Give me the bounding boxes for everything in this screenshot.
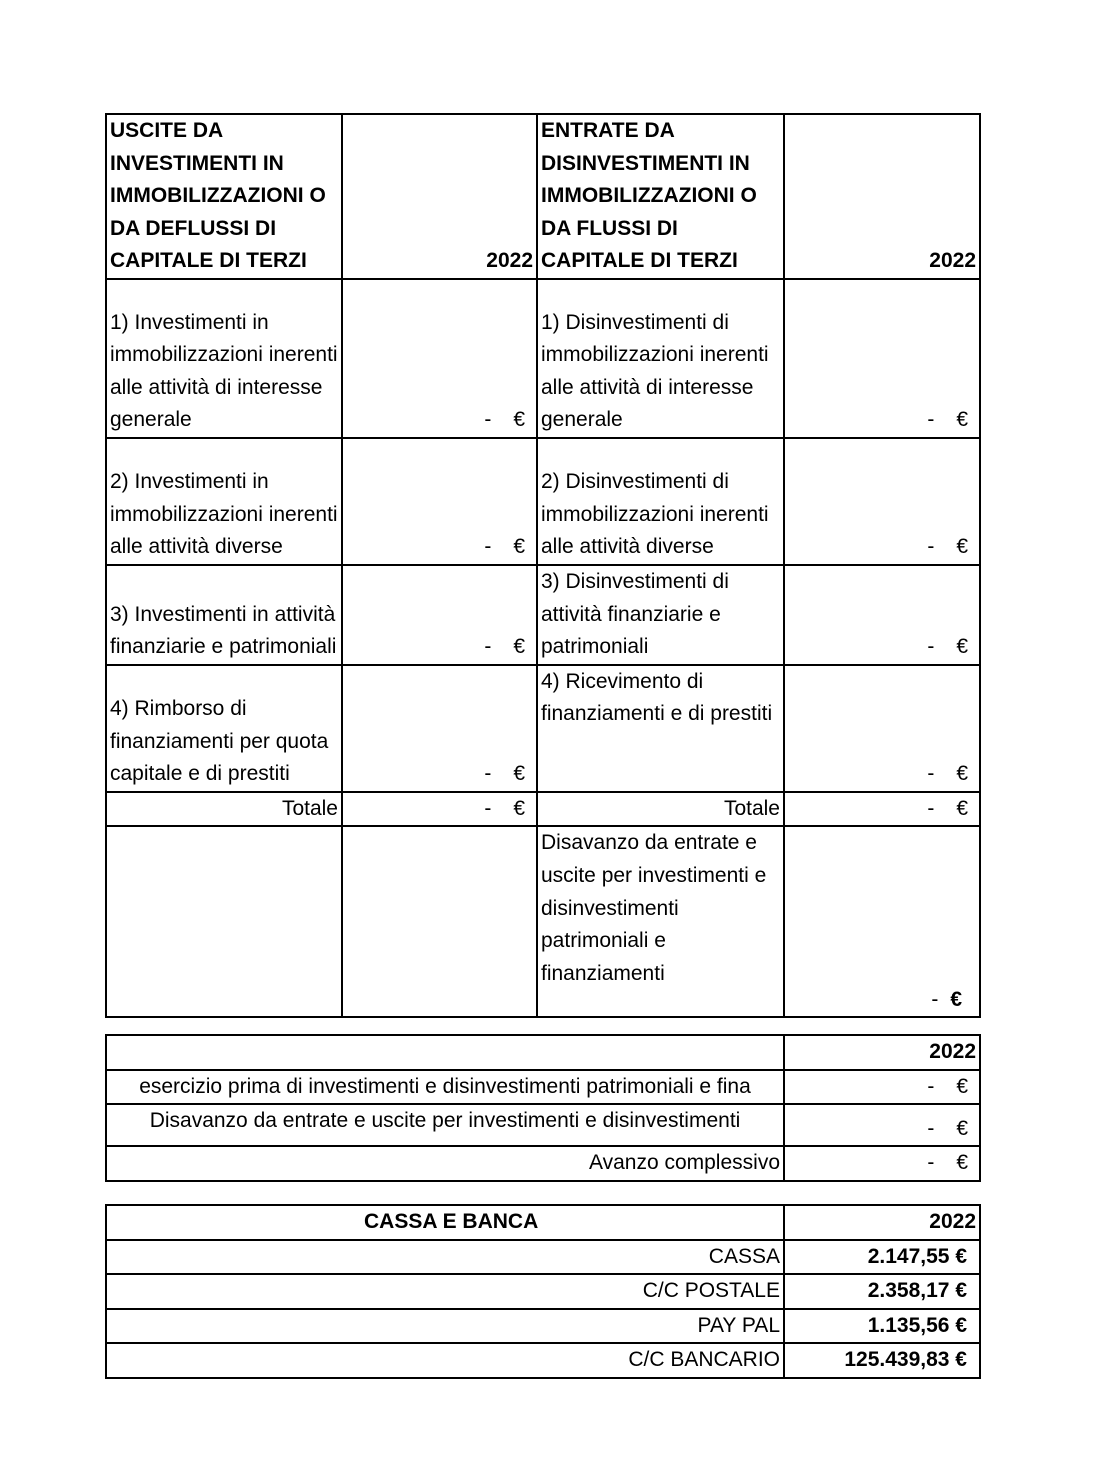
cash-label-3: PAY PAL bbox=[106, 1309, 784, 1344]
cash-row-3 bbox=[106, 1309, 980, 1344]
cash-label-4: C/C BANCARIO bbox=[106, 1343, 784, 1378]
summary-label-3: Avanzo complessivo bbox=[106, 1146, 784, 1181]
empty-cell-left bbox=[106, 826, 342, 1017]
investments-row-2 bbox=[106, 438, 980, 565]
summary-header-row bbox=[106, 1035, 980, 1070]
summary-row-3 bbox=[106, 1146, 980, 1181]
inflow-total-label: Totale bbox=[537, 792, 784, 827]
summary-header-empty bbox=[106, 1035, 784, 1070]
cash-row-4 bbox=[106, 1343, 980, 1378]
outflows-year: 2022 bbox=[342, 114, 537, 279]
summary-value-3: - € bbox=[784, 1146, 980, 1181]
cash-title: CASSA E BANCA bbox=[106, 1205, 784, 1240]
outflow-value-3: - € bbox=[342, 565, 537, 665]
inflows-year: 2022 bbox=[784, 114, 980, 279]
outflow-total-value: - € bbox=[342, 792, 537, 827]
inflow-label-2: 2) Disinvestimenti di immobilizzazioni inerenti alle attività diverse bbox=[537, 438, 784, 565]
summary-row-1 bbox=[106, 1070, 980, 1105]
cash-row-2 bbox=[106, 1274, 980, 1309]
outflows-header: USCITE DA INVESTIMENTI IN IMMOBILIZZAZIONI O DA DEFLUSSI DI CAPITALE DI TERZI bbox=[106, 114, 342, 279]
cash-header-row bbox=[106, 1205, 980, 1240]
summary-table bbox=[105, 1034, 981, 1182]
summary-row-2 bbox=[106, 1104, 980, 1146]
disavanzo-value: - € bbox=[784, 826, 980, 1017]
disavanzo-label: Disavanzo da entrate e uscite per investimenti e disinvestimenti patrimoniali e finanziamenti bbox=[537, 826, 784, 1017]
outflow-total-label: Totale bbox=[106, 792, 342, 827]
inflow-label-1: 1) Disinvestimenti di immobilizzazioni inerenti alle attività di interesse generale bbox=[537, 279, 784, 438]
cash-value-3: 1.135,56 € bbox=[784, 1309, 980, 1344]
cash-value-1: 2.147,55 € bbox=[784, 1240, 980, 1275]
investments-row-4 bbox=[106, 665, 980, 792]
inflows-header: ENTRATE DA DISINVESTIMENTI IN IMMOBILIZZAZIONI O DA FLUSSI DI CAPITALE DI TERZI bbox=[537, 114, 784, 279]
summary-label-1: esercizio prima di investimenti e disinvestimenti patrimoniali e fina bbox=[106, 1070, 784, 1105]
outflow-label-3: 3) Investimenti in attività finanziarie e patrimoniali bbox=[106, 565, 342, 665]
inflow-total-value: - € bbox=[784, 792, 980, 827]
cash-value-4: 125.439,83 € bbox=[784, 1343, 980, 1378]
investments-row-3 bbox=[106, 565, 980, 665]
outflow-label-4: 4) Rimborso di finanziamenti per quota capitale e di prestiti bbox=[106, 665, 342, 792]
summary-value-1: - € bbox=[784, 1070, 980, 1105]
investments-disavanzo-row bbox=[106, 826, 980, 1017]
inflow-label-4: 4) Ricevimento di finanziamenti e di prestiti bbox=[537, 665, 784, 792]
investments-total-row bbox=[106, 792, 980, 827]
outflow-value-4: - € bbox=[342, 665, 537, 792]
outflow-label-1: 1) Investimenti in immobilizzazioni inerenti alle attività di interesse generale bbox=[106, 279, 342, 438]
cash-row-1 bbox=[106, 1240, 980, 1275]
investments-row-1 bbox=[106, 279, 980, 438]
inflow-value-2: - € bbox=[784, 438, 980, 565]
investments-table bbox=[105, 113, 981, 1018]
cash-year: 2022 bbox=[784, 1205, 980, 1240]
cash-table bbox=[105, 1204, 981, 1379]
outflow-value-1: - € bbox=[342, 279, 537, 438]
outflow-label-2: 2) Investimenti in immobilizzazioni inerenti alle attività diverse bbox=[106, 438, 342, 565]
inflow-value-1: - € bbox=[784, 279, 980, 438]
cash-label-2: C/C POSTALE bbox=[106, 1274, 784, 1309]
summary-label-2: Disavanzo da entrate e uscite per investimenti e disinvestimenti bbox=[106, 1104, 784, 1146]
inflow-label-3: 3) Disinvestimenti di attività finanziarie e patrimoniali bbox=[537, 565, 784, 665]
inflow-value-3: - € bbox=[784, 565, 980, 665]
inflow-value-4: - € bbox=[784, 665, 980, 792]
summary-value-2: - € bbox=[784, 1104, 980, 1146]
empty-cell-middle bbox=[342, 826, 537, 1017]
investments-header-row bbox=[106, 114, 980, 279]
summary-year: 2022 bbox=[784, 1035, 980, 1070]
cash-value-2: 2.358,17 € bbox=[784, 1274, 980, 1309]
cash-label-1: CASSA bbox=[106, 1240, 784, 1275]
outflow-value-2: - € bbox=[342, 438, 537, 565]
